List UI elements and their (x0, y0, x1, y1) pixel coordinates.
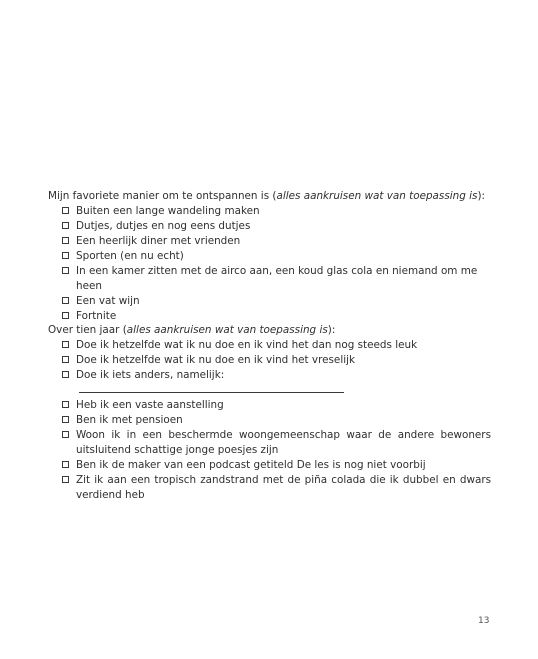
checkbox[interactable] (62, 356, 69, 363)
option-label: Een heerlijk diner met vrienden (76, 235, 241, 247)
checkbox[interactable] (62, 371, 69, 378)
checkbox[interactable] (62, 461, 69, 468)
option-label: Doe ik hetzelfde wat ik nu doe en ik vind het vreselijk (76, 354, 355, 366)
option-item[interactable] (62, 413, 491, 428)
option-item[interactable] (62, 309, 491, 324)
option-label: Fortnite (76, 310, 117, 322)
fill-in-line[interactable] (79, 383, 344, 393)
question-text: Over tien jaar ( (48, 324, 127, 336)
checkbox[interactable] (62, 222, 69, 229)
option-item[interactable] (62, 204, 491, 219)
page-number: 13 (478, 616, 490, 626)
option-item[interactable] (62, 368, 491, 398)
checkbox[interactable] (62, 267, 69, 274)
option-label: In een kamer zitten met de airco aan, een koud glas cola en niemand om me heen (76, 265, 478, 292)
option-item[interactable] (62, 219, 491, 234)
option-item[interactable] (62, 398, 491, 413)
question-hint: alles aankruisen wat van toepassing is (276, 190, 478, 202)
option-label: Heb ik een vaste aanstelling (76, 399, 224, 411)
checkbox[interactable] (62, 431, 69, 438)
checkbox[interactable] (62, 207, 69, 214)
question-hint: alles aankruisen wat van toepassing is (126, 324, 328, 336)
option-label: Zit ik aan een tropisch zandstrand met de piña colada die ik dubbel en dwars verdiend heb (76, 474, 491, 501)
option-label: Doe ik iets anders, namelijk: (76, 369, 225, 381)
option-item[interactable] (62, 428, 491, 458)
option-item[interactable] (62, 458, 491, 473)
checkbox[interactable] (62, 416, 69, 423)
question-relax (48, 189, 491, 204)
question-future-section (48, 323, 491, 503)
checkbox[interactable] (62, 476, 69, 483)
checkbox[interactable] (62, 341, 69, 348)
option-label: Woon ik in een beschermde woongemeenschap waar de andere bewoners uitsluitend schattige jonge poesjes zijn (76, 429, 491, 456)
option-item[interactable] (62, 473, 491, 503)
option-label: Ben ik de maker van een podcast getiteld De les is nog niet voorbij (76, 459, 426, 471)
options-list (48, 204, 491, 324)
question-relax-section (48, 189, 491, 324)
option-label: Een vat wijn (76, 295, 140, 307)
question-text: Mijn favoriete manier om te ontspannen is ( (48, 190, 277, 202)
option-label: Doe ik hetzelfde wat ik nu doe en ik vind het dan nog steeds leuk (76, 339, 418, 351)
checkbox[interactable] (62, 401, 69, 408)
checkbox[interactable] (62, 237, 69, 244)
option-item[interactable] (62, 249, 491, 264)
option-label: Ben ik met pensioen (76, 414, 183, 426)
checkbox[interactable] (62, 252, 69, 259)
option-item[interactable] (62, 294, 491, 309)
option-item[interactable] (62, 338, 491, 353)
option-label: Buiten een lange wandeling maken (76, 205, 260, 217)
question-future (48, 323, 491, 338)
option-item[interactable] (62, 353, 491, 368)
option-item[interactable] (62, 234, 491, 249)
option-label: Dutjes, dutjes en nog eens dutjes (76, 220, 251, 232)
checkbox[interactable] (62, 312, 69, 319)
question-end: ): (327, 324, 336, 336)
checkbox[interactable] (62, 297, 69, 304)
options-list (48, 338, 491, 503)
option-label: Sporten (en nu echt) (76, 250, 184, 262)
question-end: ): (477, 190, 485, 202)
option-item[interactable] (62, 264, 491, 294)
